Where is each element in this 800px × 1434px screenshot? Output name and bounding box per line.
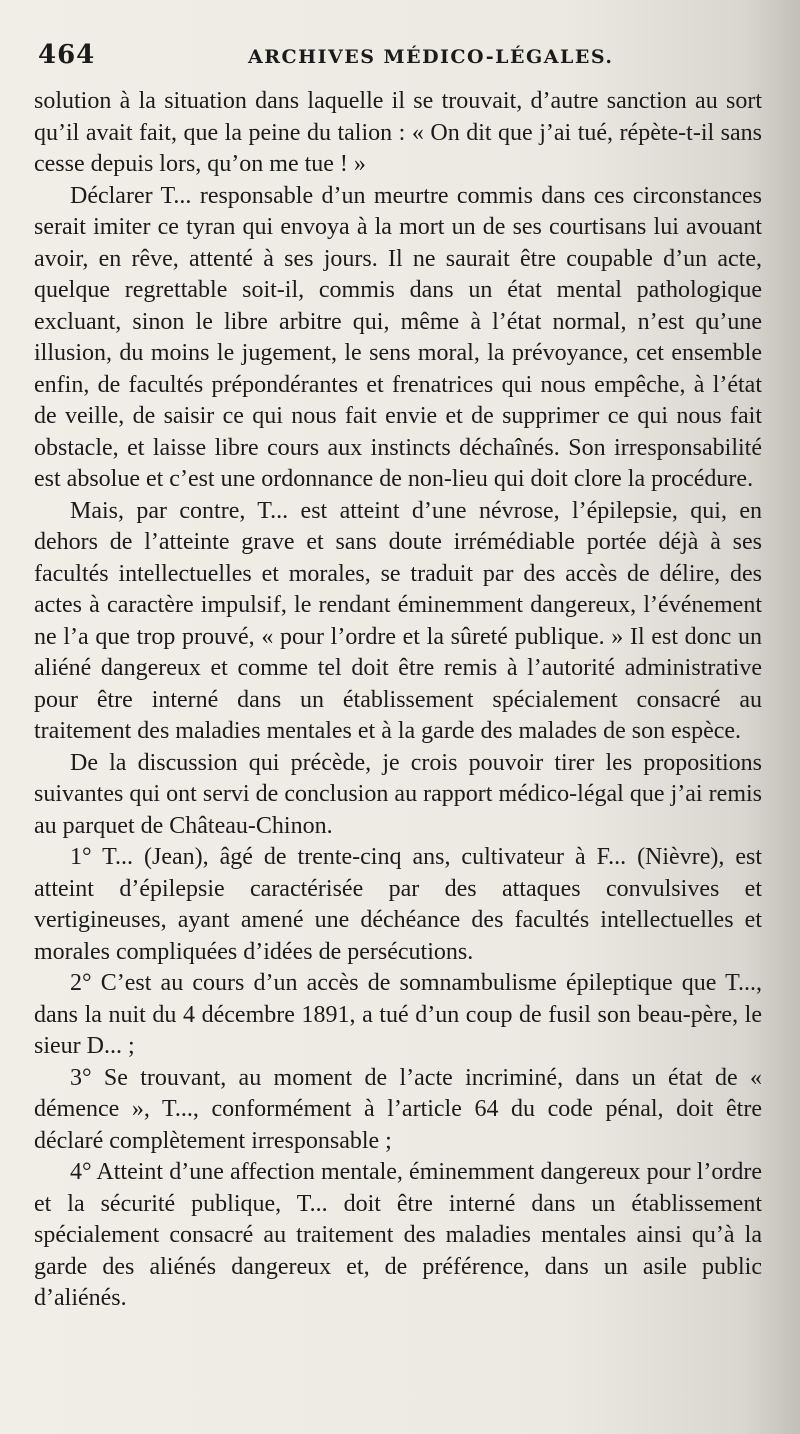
conclusion-item-1: 1° T... (Jean), âgé de trente-cinq ans, cultivateur à F... (Nièvre), est atteint d’épilepsie caractérisée par des attaques convulsives et vertigineuses, ayant amené une déchéance des facultés intellectuelles et morales compliquées d’idées de persécutions. [34,844,762,965]
page-header [38,40,760,76]
paragraph-conclusions-intro: De la discussion qui précède, je crois pouvoir tirer les propositions suivantes qui ont servi de conclusion au rapport médico-légal que j’ai remis au parquet de Château-Chinon. [34,749,762,839]
paragraph-continuation: solution à la situation dans laquelle il se trouvait, d’autre sanction au sort qu’il avait fait, que la peine du talion : « On dit que j’ai tué, répète-t-il sans cesse depuis lors, qu’on me tue ! » [34,88,762,177]
paragraph-responsibility: Déclarer T... responsable d’un meurtre commis dans ces circonstances serait imiter ce tyran qui envoya à la mort un de ses courtisans lui avouant avoir, en rêve, attenté à ses jours. Il ne saurait être coupable d’un acte, quelque regrettable soit-il, commis dans un état mental pathologique excluant, sinon le libre arbitre qui, même à l’état normal, n’est qu’une illusion, du moins le jugement, le sens moral, la prévoyance, cet ensemble enfin, de facultés prépondérantes et frenatrices qui nous empêche, à l’état de veille, de saisir ce qui nous fait envie et de supprimer ce qui nous fait obstacle, et laisse libre cours aux instincts déchaînés. Son irresponsabilité est absolue et c’est une ordonnance de non-lieu qui doit clore la procédure. [34,182,762,492]
paragraph-dangerous-alienated: Mais, par contre, T... est atteint d’une névrose, l’épilepsie, qui, en dehors de l’atteinte grave et sans doute irrémédiable portée déjà à ses facultés intellectuelles et morales, se traduit par des accès de délire, des actes à caractère impulsif, le rendant éminemment dangereux, l’événement ne l’a que trop prouvé, « pour l’ordre et la sûreté publique. » Il est donc un aliéné dangereux et comme tel doit être remis à l’autorité administrative pour être interné dans un établissement spécialement consacré au traitement des maladies mentales et à la garde des malades de son espèce. [34,497,762,744]
conclusion-item-2: 2° C’est au cours d’un accès de somnambulisme épileptique que T..., dans la nuit du 4 décembre 1891, a tué d’un coup de fusil son beau-père, le sieur D... ; [34,970,762,1059]
body-text [34,86,762,1315]
conclusion-item-4: 4° Atteint d’une affection mentale, éminemment dangereux pour l’ordre et la sécurité publique, T... doit être interné dans un établissement spécialement consacré au traitement des maladies mentales ainsi qu’à la garde des aliénés dangereux et, de préférence, dans un asile public d’aliénés. [34,1159,762,1311]
conclusion-item-3: 3° Se trouvant, au moment de l’acte incriminé, dans un état de « démence », T..., conformément à l’article 64 du code pénal, doit être déclaré complètement irresponsable ; [34,1064,762,1154]
running-title: ARCHIVES MÉDICO-LÉGALES. [248,46,614,68]
page-number: 464 [38,40,96,70]
